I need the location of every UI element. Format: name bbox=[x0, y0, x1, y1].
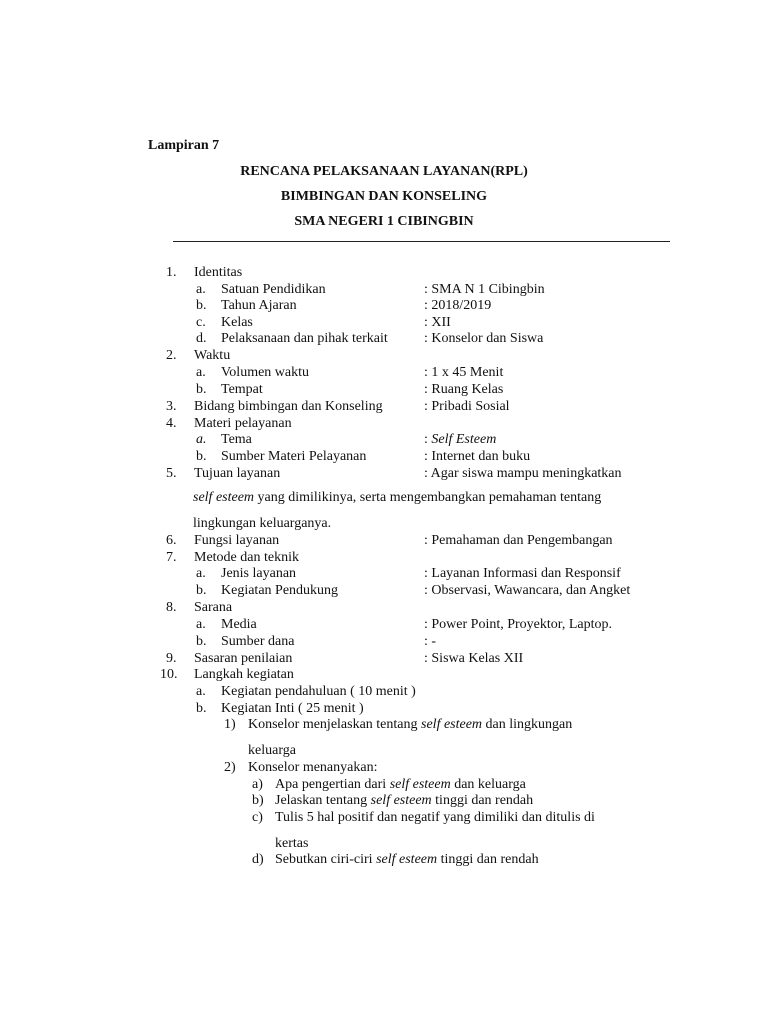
field-value: : 2018/2019 bbox=[424, 298, 492, 313]
header-divider bbox=[173, 241, 670, 242]
item-number: 7. bbox=[166, 550, 177, 565]
text: dan lingkungan bbox=[482, 717, 573, 732]
item-metode: Metode dan teknik bbox=[194, 550, 299, 565]
doc-title-3: SMA NEGERI 1 CIBINGBIN bbox=[294, 214, 474, 229]
colon: : bbox=[424, 432, 432, 447]
field-label: Tahun Ajaran bbox=[221, 298, 297, 313]
field-label: Fungsi layanan bbox=[194, 533, 280, 548]
field-label: Pelaksanaan dan pihak terkait bbox=[221, 331, 388, 346]
tema-value: Self Esteem bbox=[431, 432, 497, 447]
question-letter: c) bbox=[252, 810, 263, 825]
field-label: Kegiatan Pendukung bbox=[221, 583, 339, 598]
sub-letter: b. bbox=[196, 701, 207, 716]
item-number: 2. bbox=[166, 348, 177, 363]
self-esteem-term: self esteem bbox=[370, 793, 432, 808]
text: tinggi dan rendah bbox=[431, 793, 534, 808]
self-esteem-term: self esteem bbox=[421, 717, 483, 732]
sub-letter: a. bbox=[196, 617, 206, 632]
item-number: 1. bbox=[166, 265, 177, 280]
field-value: : Konselor dan Siswa bbox=[424, 331, 544, 346]
step-text: Konselor menanyakan: bbox=[248, 760, 378, 775]
field-label: Volumen waktu bbox=[221, 365, 310, 380]
question-letter: a) bbox=[252, 777, 263, 792]
step-text bbox=[248, 717, 572, 733]
item-langkah: Langkah kegiatan bbox=[194, 667, 294, 682]
item-materi: Materi pelayanan bbox=[194, 416, 292, 431]
field-label: Sumber dana bbox=[221, 634, 295, 649]
item-number: 10. bbox=[160, 667, 178, 682]
text: yang dimilikinya, serta mengembangkan pemahaman tentang bbox=[254, 490, 602, 505]
item-number: 8. bbox=[166, 600, 177, 615]
item-number: 4. bbox=[166, 416, 177, 431]
sub-letter: b. bbox=[196, 634, 207, 649]
item-identitas: Identitas bbox=[194, 265, 243, 280]
question-text bbox=[275, 777, 526, 793]
field-value bbox=[424, 432, 496, 448]
field-label: Jenis layanan bbox=[221, 566, 297, 581]
text: tinggi dan rendah bbox=[437, 852, 539, 867]
question-text bbox=[275, 793, 533, 809]
step-inti: Kegiatan Inti ( 25 menit ) bbox=[221, 701, 364, 716]
step-number: 2) bbox=[224, 760, 236, 775]
field-value: : Agar siswa mampu meningkatkan bbox=[424, 466, 622, 481]
doc-title-2: BIMBINGAN DAN KONSELING bbox=[280, 189, 488, 204]
sub-letter: b. bbox=[196, 298, 207, 313]
sub-letter: b. bbox=[196, 382, 207, 397]
field-value: : - bbox=[424, 634, 437, 649]
item-number: 5. bbox=[166, 466, 177, 481]
field-label: Tema bbox=[221, 432, 252, 447]
sub-letter: d. bbox=[196, 331, 207, 346]
field-value: : XII bbox=[424, 315, 451, 330]
field-value: : Siswa Kelas XII bbox=[424, 651, 524, 666]
field-value: : Layanan Informasi dan Responsif bbox=[424, 566, 621, 581]
doc-title-1: RENCANA PELAKSANAAN LAYANAN(RPL) bbox=[240, 164, 528, 179]
item-number: 9. bbox=[166, 651, 177, 666]
text: Jelaskan tentang bbox=[275, 793, 371, 808]
tujuan-continuation bbox=[193, 490, 601, 506]
question-letter: d) bbox=[252, 852, 264, 867]
field-label: Sumber Materi Pelayanan bbox=[221, 449, 367, 464]
sub-letter: a. bbox=[196, 282, 206, 297]
field-label: Sasaran penilaian bbox=[194, 651, 293, 666]
question-text-cont: kertas bbox=[275, 836, 309, 851]
sub-letter: a. bbox=[196, 365, 206, 380]
field-label: Satuan Pendidikan bbox=[221, 282, 326, 297]
text: Konselor menjelaskan tentang bbox=[248, 717, 422, 732]
field-label: Tempat bbox=[221, 382, 263, 397]
sub-letter: c. bbox=[196, 315, 206, 330]
field-value: : Power Point, Proyektor, Laptop. bbox=[424, 617, 613, 632]
field-value: : Ruang Kelas bbox=[424, 382, 504, 397]
text: Sebutkan ciri-ciri bbox=[275, 852, 377, 867]
sub-letter: a. bbox=[196, 432, 207, 447]
question-letter: b) bbox=[252, 793, 264, 808]
item-waktu: Waktu bbox=[194, 348, 231, 363]
item-sarana: Sarana bbox=[194, 600, 233, 615]
self-esteem-term: self esteem bbox=[376, 852, 438, 867]
question-text bbox=[275, 852, 539, 868]
text: Apa pengertian dari bbox=[275, 777, 390, 792]
field-value: : Pribadi Sosial bbox=[424, 399, 510, 414]
field-value: : Pemahaman dan Pengembangan bbox=[424, 533, 613, 548]
tujuan-continuation-2: lingkungan keluarganya. bbox=[193, 516, 332, 531]
field-value: : 1 x 45 Menit bbox=[424, 365, 504, 380]
question-text: Tulis 5 hal positif dan negatif yang dimiliki dan ditulis di bbox=[275, 810, 595, 825]
item-number: 3. bbox=[166, 399, 177, 414]
field-label: Tujuan layanan bbox=[194, 466, 281, 481]
sub-letter: a. bbox=[196, 684, 206, 699]
sub-letter: b. bbox=[196, 449, 207, 464]
lampiran-label: Lampiran 7 bbox=[148, 138, 220, 153]
field-label: Media bbox=[221, 617, 257, 632]
self-esteem-term: self esteem bbox=[193, 490, 255, 505]
self-esteem-term: self esteem bbox=[389, 777, 451, 792]
step-text-cont: keluarga bbox=[248, 743, 296, 758]
sub-letter: b. bbox=[196, 583, 207, 598]
step-pendahuluan: Kegiatan pendahuluan ( 10 menit ) bbox=[221, 684, 416, 699]
field-label: Bidang bimbingan dan Konseling bbox=[194, 399, 383, 414]
field-value: : Observasi, Wawancara, dan Angket bbox=[424, 583, 631, 598]
field-value: : SMA N 1 Cibingbin bbox=[424, 282, 545, 297]
sub-letter: a. bbox=[196, 566, 206, 581]
field-label: Kelas bbox=[221, 315, 253, 330]
field-value: : Internet dan buku bbox=[424, 449, 531, 464]
text: dan keluarga bbox=[450, 777, 526, 792]
item-number: 6. bbox=[166, 533, 177, 548]
step-number: 1) bbox=[224, 717, 236, 732]
